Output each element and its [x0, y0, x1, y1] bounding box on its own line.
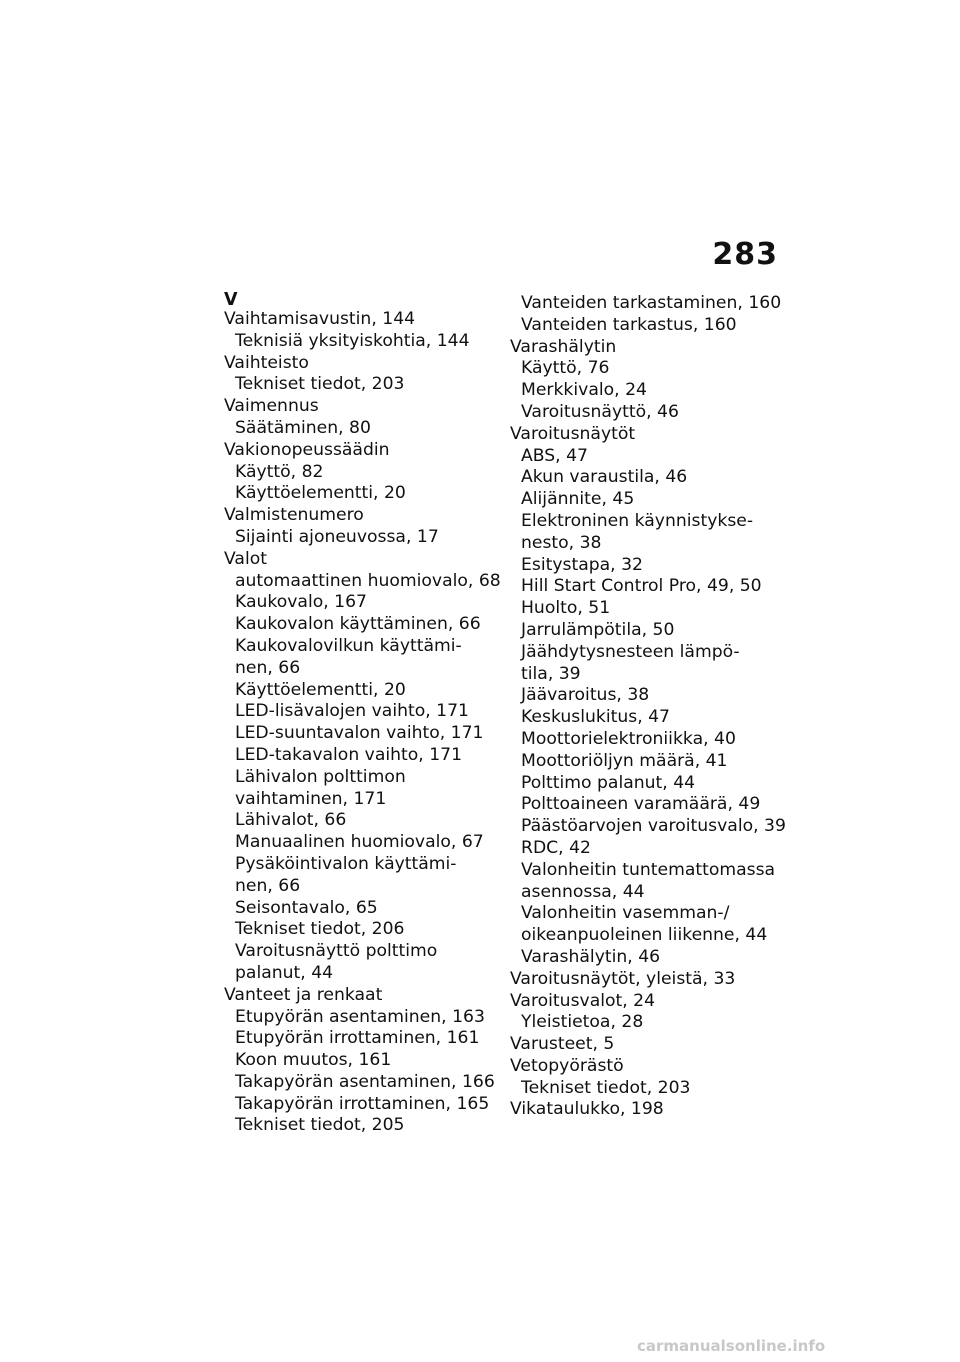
index-subentry: Käyttö, 76	[521, 358, 610, 379]
index-subentry: Käyttöelementti, 20	[235, 483, 406, 504]
index-entry: Vakionopeussäädin	[224, 439, 390, 460]
index-entries-left	[224, 309, 509, 1136]
index-subentry: Teknisiä yksityiskohtia, 144	[235, 330, 470, 351]
index-subentry: Käyttöelementti, 20	[235, 679, 406, 700]
index-subentry: asennossa, 44	[521, 881, 645, 902]
index-entry: Varoitusnäytöt	[510, 423, 636, 444]
index-entry: Vaihtamisavustin, 144	[224, 309, 416, 329]
index-entry: Varusteet, 5	[510, 1034, 615, 1055]
index-subentry: Varashälytin, 46	[521, 946, 661, 967]
index-subentry: Pysäköintivalon käyttämi-	[235, 853, 457, 874]
index-subentry: Moottoriöljyn määrä, 41	[521, 750, 728, 771]
index-subentry: automaattinen huomiovalo, 68	[235, 570, 501, 591]
index-entry: Vikataulukko, 198	[510, 1099, 664, 1120]
index-entry: Vaimennus	[224, 396, 319, 417]
index-subentry: Etupyörän asentaminen, 163	[235, 1006, 485, 1027]
index-subentry: Jäävaroitus, 38	[521, 685, 650, 706]
index-subentry: Lähivalot, 66	[235, 810, 347, 831]
index-subentry: RDC, 42	[521, 837, 591, 858]
watermark: carmanualsonline.info	[637, 1337, 826, 1355]
index-subentry: Elektroninen käynnistykse-	[521, 510, 754, 531]
index-subentry: Huolto, 51	[521, 598, 611, 619]
index-subentry: Lähivalon polttimon	[235, 766, 406, 787]
index-subentry: LED-takavalon vaihto, 171	[235, 744, 463, 765]
index-subentry: Merkkivalo, 24	[521, 380, 647, 401]
index-entry: Valot	[224, 548, 267, 569]
index-subentry: nen, 66	[235, 657, 301, 678]
index-subentry: Tekniset tiedot, 203	[235, 374, 405, 395]
index-subentry: Käyttö, 82	[235, 461, 324, 482]
index-subentry: Polttimo palanut, 44	[521, 772, 696, 793]
index-subentry: Kaukovalon käyttäminen, 66	[235, 614, 481, 635]
index-subentry: Jarrulämpötila, 50	[521, 619, 675, 640]
index-subentry: Päästöarvojen varoitusvalo, 39	[521, 816, 786, 837]
index-subentry: nen, 66	[235, 875, 301, 896]
index-subentry: Hill Start Control Pro, 49, 50	[521, 576, 762, 597]
index-subentry: Esitystapa, 32	[521, 554, 643, 575]
index-subentry: Manuaalinen huomiovalo, 67	[235, 832, 484, 853]
index-subentry: LED-suuntavalon vaihto, 171	[235, 723, 484, 744]
index-subentry: Akun varaustila, 46	[521, 467, 688, 488]
index-subentry: tila, 39	[521, 663, 581, 684]
index-subentry: Takapyörän irrottaminen, 165	[235, 1093, 490, 1114]
index-subentry: Kaukovalo, 167	[235, 592, 367, 613]
index-subentry: Alijännite, 45	[521, 489, 635, 510]
index-entries-right	[510, 293, 795, 1120]
index-subentry: Jäähdytysnesteen lämpö-	[521, 641, 740, 662]
index-subentry: Varoitusnäyttö polttimo	[235, 941, 438, 962]
index-column-right	[510, 292, 795, 1120]
index-subentry: Moottorielektroniikka, 40	[521, 728, 736, 749]
index-subentry: Valonheitin vasemman-/	[521, 903, 730, 924]
index-subentry: palanut, 44	[235, 962, 334, 983]
index-subentry: Säätäminen, 80	[235, 417, 371, 438]
index-subentry: Tekniset tiedot, 203	[521, 1077, 691, 1098]
index-subentry: Tekniset tiedot, 205	[235, 1115, 405, 1136]
index-subentry: LED-lisävalojen vaihto, 171	[235, 701, 469, 722]
index-subentry: Kaukovalovilkun käyttämi-	[235, 635, 462, 656]
index-entry: Varoitusnäytöt, yleistä, 33	[510, 968, 736, 989]
page-number: 283	[712, 237, 778, 272]
index-subentry: nesto, 38	[521, 532, 602, 553]
index-entry: Varoitusvalot, 24	[510, 990, 656, 1011]
index-entry: Vaihteisto	[224, 352, 309, 373]
index-subentry: Polttoaineen varamäärä, 49	[521, 794, 761, 815]
index-subentry: Keskuslukitus, 47	[521, 707, 670, 728]
index-subentry: Tekniset tiedot, 206	[235, 919, 405, 940]
index-subentry: Koon muutos, 161	[235, 1050, 392, 1071]
index-entry: Vanteet ja renkaat	[224, 984, 383, 1005]
index-subentry: Sijainti ajoneuvossa, 17	[235, 526, 439, 547]
index-subentry: Takapyörän asentaminen, 166	[235, 1071, 495, 1092]
index-subentry: ABS, 47	[521, 445, 588, 466]
index-subentry: Vanteiden tarkastus, 160	[521, 314, 737, 335]
index-subentry: Etupyörän irrottaminen, 161	[235, 1028, 480, 1049]
index-subentry: Seisontavalo, 65	[235, 897, 378, 918]
index-entry: Varashälytin	[510, 336, 617, 357]
index-subentry: Yleistietoa, 28	[521, 1012, 644, 1033]
index-entry: Valmistenumero	[224, 505, 364, 526]
index-subentry: oikeanpuoleinen liikenne, 44	[521, 925, 768, 946]
index-column-left	[224, 292, 509, 1136]
index-subentry: Varoitusnäyttö, 46	[521, 401, 679, 422]
index-subentry: Valonheitin tuntemattomassa	[521, 859, 776, 880]
index-subentry: Vanteiden tarkastaminen, 160	[521, 293, 782, 313]
index-entry: Vetopyörästö	[510, 1055, 624, 1076]
index-subentry: vaihtaminen, 171	[235, 788, 387, 809]
index-section-letter: V	[224, 290, 238, 310]
